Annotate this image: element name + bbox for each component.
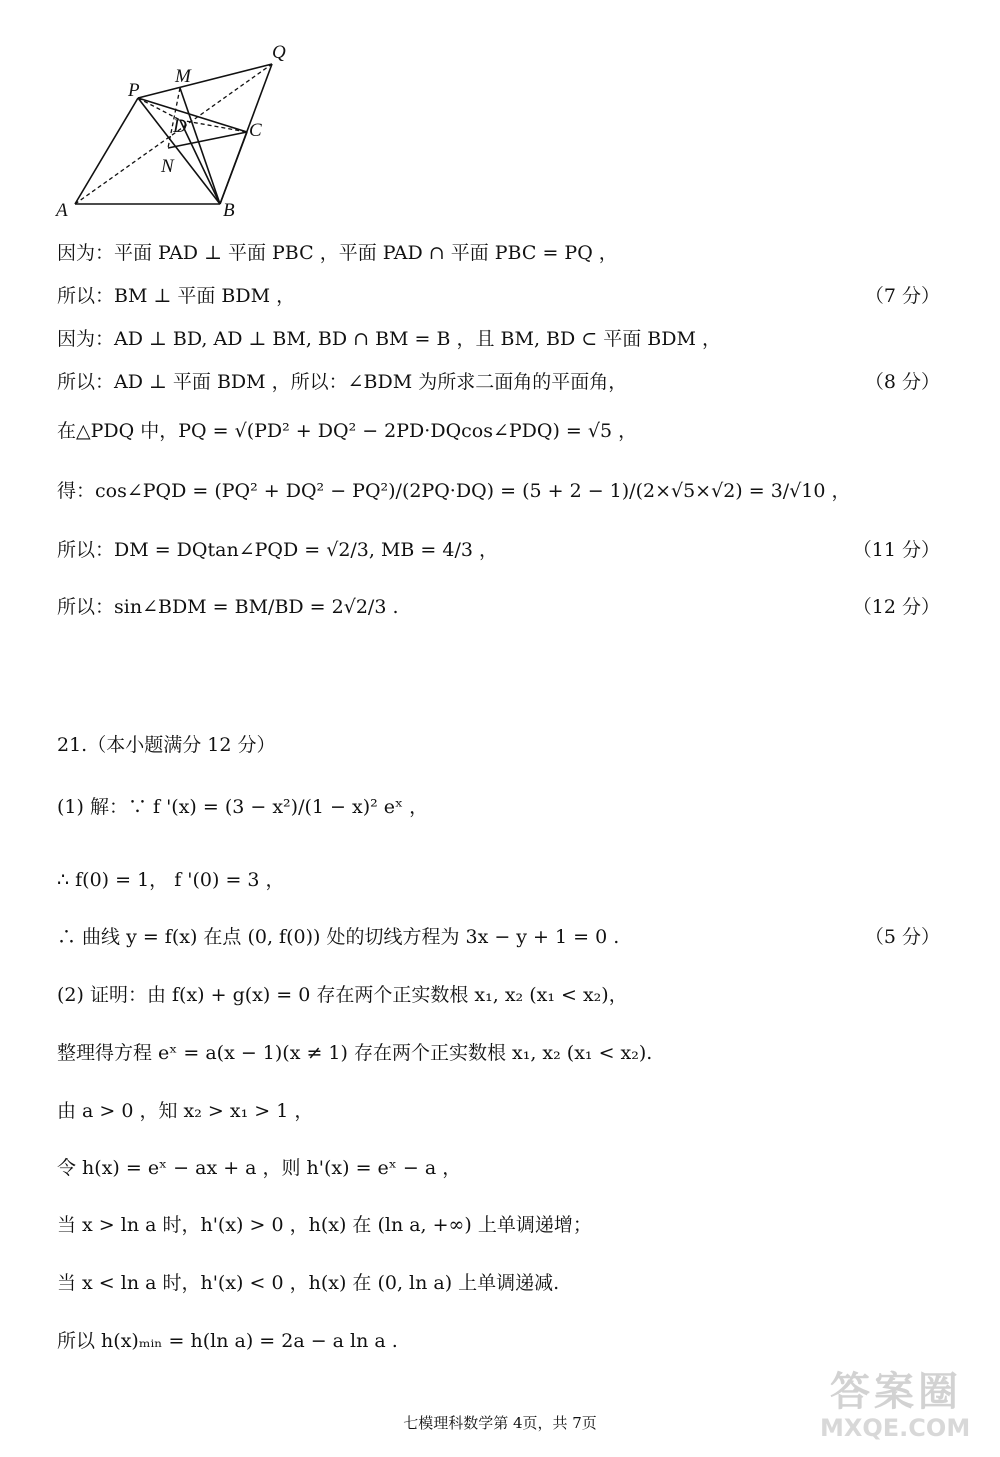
solution-line xyxy=(57,367,940,397)
line-text: 所以：BM ⊥ 平面 BDM ， xyxy=(57,285,296,307)
solution-line xyxy=(57,238,940,268)
solution-line xyxy=(57,792,940,822)
line-text: 所以：sin∠BDM = BM/BD = 2√2/3 . xyxy=(57,596,399,618)
line-text: 所以：DM = DQtan∠PQD = √2/3, MB = 4/3 ， xyxy=(57,539,499,561)
line-text: 得：cos∠PQD = (PQ² + DQ² − PQ²)/(2PQ·DQ) = (5 + 2 − 1)/(2×√5×√2) = 3/√10 ， xyxy=(57,480,851,502)
line-text: ∴ f(0) = 1， f '(0) = 3 ， xyxy=(57,869,285,891)
score-label: （11 分） xyxy=(852,539,940,561)
solution-line xyxy=(57,535,940,565)
solution-line xyxy=(57,1268,940,1298)
edge-AP xyxy=(75,98,138,204)
label-M: M xyxy=(175,66,191,87)
solution-line xyxy=(57,1096,940,1126)
pyramid-figure xyxy=(40,30,310,230)
solution-line xyxy=(57,416,940,446)
label-N: N xyxy=(161,156,174,177)
line-text: ∴ 曲线 y = f(x) 在点 (0, f(0)) 处的切线方程为 3x − y + 1 = 0 . xyxy=(57,926,620,948)
watermark-logo: 答案圈 xyxy=(830,1369,962,1415)
label-Q: Q xyxy=(272,42,286,63)
line-text: 所以 h(x)ₘᵢₙ = h(ln a) = 2a − a ln a . xyxy=(57,1330,398,1352)
solution-line xyxy=(57,922,940,952)
problem-heading xyxy=(57,730,940,760)
line-text: 当 x < ln a 时，h'(x) < 0 ，h(x) 在 (0, ln a) 上单调递减. xyxy=(57,1272,560,1294)
line-text: 因为：AD ⊥ BD, AD ⊥ BM, BD ∩ BM = B ，且 BM, BD ⊂ 平面 BDM ， xyxy=(57,328,721,350)
score-label: （12 分） xyxy=(852,596,940,618)
solution-line xyxy=(57,865,940,895)
solution-line xyxy=(57,476,940,506)
solution-line xyxy=(57,281,940,311)
label-D: D xyxy=(173,116,187,137)
score-label: （8 分） xyxy=(864,371,940,393)
score-label: （7 分） xyxy=(864,285,940,307)
line-text: 因为：平面 PAD ⊥ 平面 PBC ，平面 PAD ∩ 平面 PBC = PQ ， xyxy=(57,242,618,264)
solution-line xyxy=(57,1153,940,1183)
line-text: 当 x > ln a 时，h'(x) > 0 ，h(x) 在 (ln a, +∞) 上单调递增； xyxy=(57,1214,592,1236)
line-text: 所以：AD ⊥ 平面 BDM ，所以：∠BDM 为所求二面角的平面角， xyxy=(57,371,628,393)
heading-text: 21.（本小题满分 12 分） xyxy=(57,734,276,756)
solution-line xyxy=(57,324,940,354)
edge-PC xyxy=(138,98,247,132)
solution-line xyxy=(57,980,940,1010)
solution-line xyxy=(57,1038,940,1068)
score-label: （5 分） xyxy=(864,926,940,948)
line-text: 整理得方程 eˣ = a(x − 1)(x ≠ 1) 存在两个正实数根 x₁, x₂ (x₁ < x₂). xyxy=(57,1042,653,1064)
label-B: B xyxy=(223,200,235,221)
line-text: (1) 解：∵ f '(x) = (3 − x²)/(1 − x)² eˣ ， xyxy=(57,796,429,818)
line-text: 在△PDQ 中，PQ = √(PD² + DQ² − 2PD·DQcos∠PDQ) = √5 ， xyxy=(57,420,638,442)
solution-line xyxy=(57,1326,940,1356)
label-A: A xyxy=(56,200,68,221)
line-text: (2) 证明：由 f(x) + g(x) = 0 存在两个正实数根 x₁, x₂ (x₁ < x₂)， xyxy=(57,984,628,1006)
line-text: 令 h(x) = eˣ − ax + a ，则 h'(x) = eˣ − a ， xyxy=(57,1157,462,1179)
label-C: C xyxy=(249,120,262,141)
watermark-url: MXQE.COM xyxy=(820,1414,971,1442)
edge-CB xyxy=(220,132,247,204)
page-footer: 七模理科数学第 4页，共 7页 xyxy=(403,1414,597,1432)
line-text: 由 a > 0 ，知 x₂ > x₁ > 1 ， xyxy=(57,1100,314,1122)
solution-line xyxy=(57,1210,940,1240)
edge-PQ xyxy=(138,64,272,98)
label-P: P xyxy=(128,80,140,101)
solution-line xyxy=(57,592,940,622)
